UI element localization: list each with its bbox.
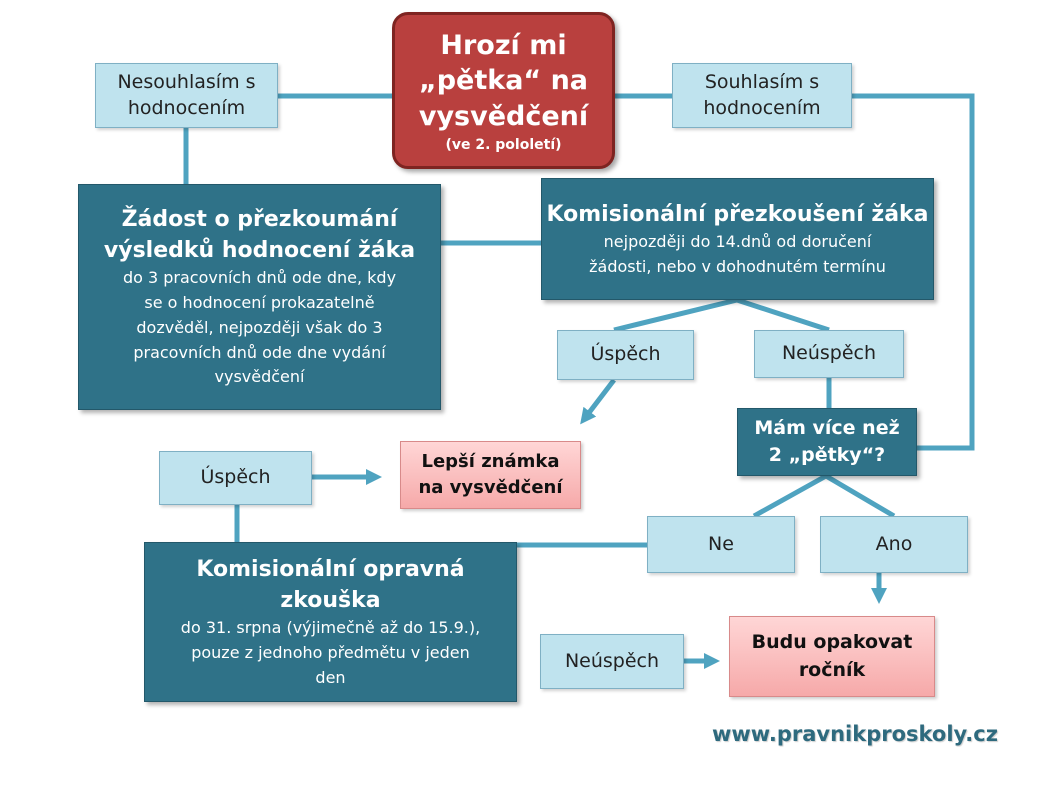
failure-bottom-label: Neúspěch [564, 649, 660, 672]
line-question-to-answers [754, 476, 894, 516]
review-desc-1: nejpozději do 14.dnů od doručení [603, 231, 872, 251]
threat-subtitle: (ve 2. pololetí) [445, 136, 562, 153]
review-desc-2: žádosti, nebo v dohodnutém termínu [589, 256, 886, 276]
disagree-line-1: Nesouhlasím s [117, 70, 256, 93]
commission-review-box [541, 178, 934, 300]
no-box [647, 516, 795, 573]
repeat-year-box [729, 616, 935, 697]
review-request-box [78, 184, 441, 410]
disagree-line-2: hodnocením [127, 96, 246, 119]
request-desc-2: se o hodnocení prokazatelně [144, 293, 375, 313]
request-desc-3: dozvěděl, nejpozději však do 3 [136, 317, 383, 337]
yes-box [820, 516, 968, 573]
exam-title-1: Komisionální opravná [196, 556, 465, 582]
success-top-label: Úspěch [590, 343, 661, 366]
success-left-label: Úspěch [200, 466, 271, 489]
exam-desc-2: pouze z jednoho předmětu v jeden [191, 642, 470, 662]
exam-desc-3: den [315, 667, 346, 687]
threat-line-1: Hrozí mi [440, 30, 567, 62]
exam-title-2: zkouška [280, 587, 381, 613]
website-link[interactable]: www.pravnikproskoly.cz [712, 722, 998, 746]
no-label: Ne [708, 532, 734, 555]
agree-line-2: hodnocením [703, 96, 821, 119]
failure-bottom-box [540, 634, 684, 689]
arrow-success-top-to-better-grade [585, 380, 614, 418]
request-desc-4: pracovních dnů ode dne vydání [133, 342, 386, 362]
success-top-box [557, 330, 694, 380]
disagree-box [95, 63, 278, 128]
yes-label: Ano [875, 532, 913, 555]
grade-five-threat-box [392, 12, 615, 169]
repeat-year-line-1: Budu opakovat [751, 630, 913, 653]
failure-top-box [754, 330, 904, 378]
request-desc-1: do 3 pracovních dnů ode dne, kdy [122, 268, 397, 288]
line-review-to-outcomes [614, 300, 829, 330]
question-line-1: Mám více než [754, 417, 900, 440]
repeat-year-line-2: ročník [798, 658, 866, 681]
better-grade-box [400, 441, 581, 509]
better-grade-line-1: Lepší známka [421, 450, 560, 472]
success-left-box [159, 451, 312, 505]
exam-desc-1: do 31. srpna (výjimečně až do 15.9.), [180, 618, 481, 638]
review-title: Komisionální přezkoušení žáka [546, 201, 929, 227]
request-desc-5: vysvědčení [214, 367, 305, 387]
request-title-1: Žádost o přezkoumání [121, 206, 398, 232]
agree-line-1: Souhlasím s [704, 70, 820, 93]
request-title-2: výsledků hodnocení žáka [103, 238, 416, 263]
more-than-two-fives-box [737, 408, 917, 476]
better-grade-line-2: na vysvědčení [418, 477, 563, 498]
threat-line-2: „pětka“ na [418, 65, 589, 97]
threat-line-3: vysvědčení [418, 100, 589, 132]
agree-box [672, 63, 852, 128]
correction-exam-box [144, 542, 517, 702]
failure-top-label: Neúspěch [781, 342, 877, 365]
question-line-2: 2 „pětky“? [768, 444, 886, 466]
